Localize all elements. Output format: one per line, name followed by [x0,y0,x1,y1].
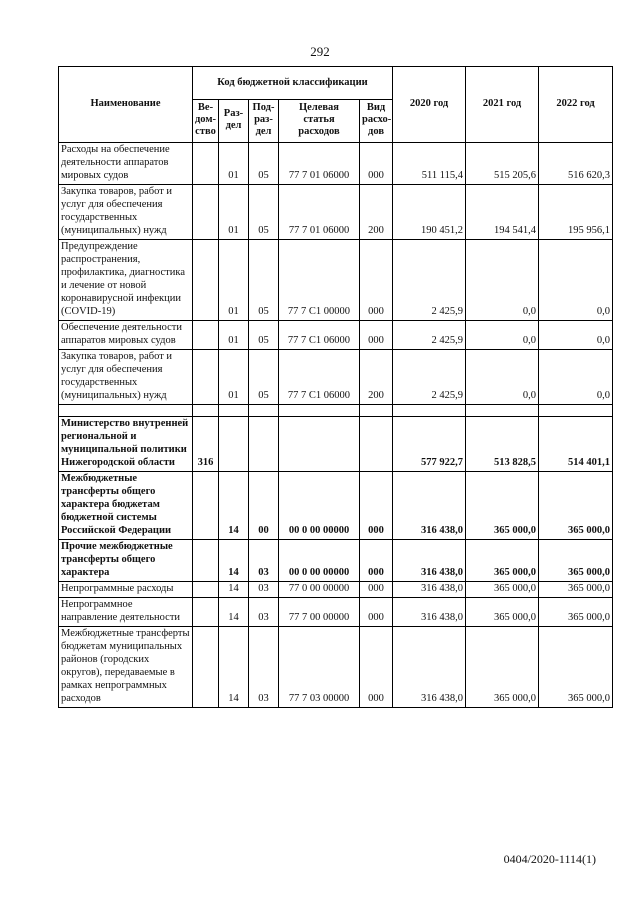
row-amount-2022: 365 000,0 [539,598,613,627]
table-row [59,598,613,627]
header-expense-type: Вид расхо- дов [360,100,393,143]
table-row [59,143,613,185]
row-expense-type: 000 [360,240,393,321]
row-amount-2021: 515 205,6 [466,143,539,185]
row-podrazdel: 03 [249,598,279,627]
row-podrazdel [249,417,279,472]
row-amount-2021: 365 000,0 [466,472,539,540]
row-amount-2020: 511 115,4 [393,143,466,185]
row-amount-2021: 194 541,4 [466,185,539,240]
spacer-cell [219,405,249,417]
row-amount-2021: 513 828,5 [466,417,539,472]
row-podrazdel: 00 [249,472,279,540]
table-row [59,627,613,708]
row-podrazdel: 05 [249,350,279,405]
header-vedomstvo: Ве- дом- ство [193,100,219,143]
row-amount-2020: 2 425,9 [393,240,466,321]
row-amount-2020: 316 438,0 [393,472,466,540]
row-razdel: 14 [219,627,249,708]
row-expense-type: 000 [360,627,393,708]
spacer-cell [279,405,360,417]
row-expense-type: 000 [360,143,393,185]
row-amount-2022: 0,0 [539,240,613,321]
table-row [59,540,613,582]
row-expense-type: 000 [360,472,393,540]
row-amount-2022: 0,0 [539,321,613,350]
table-row [59,472,613,540]
table-row [59,417,613,472]
row-name: Межбюджетные трансферты бюджетам муниципальных районов (городских округов), передаваемые в рамках непрограммных расходов [59,627,193,708]
row-amount-2020: 316 438,0 [393,627,466,708]
row-vedomstvo [193,240,219,321]
table-header [59,67,613,143]
row-target-article: 77 7 00 00000 [279,598,360,627]
row-amount-2020: 316 438,0 [393,582,466,598]
row-podrazdel: 03 [249,627,279,708]
header-2021: 2021 год [466,67,539,143]
row-podrazdel: 05 [249,240,279,321]
row-razdel: 14 [219,472,249,540]
spacer-cell [360,405,393,417]
header-2020: 2020 год [393,67,466,143]
row-expense-type: 000 [360,540,393,582]
row-amount-2020: 2 425,9 [393,350,466,405]
row-target-article: 00 0 00 00000 [279,472,360,540]
row-expense-type: 200 [360,185,393,240]
table-body [59,143,613,708]
budget-table [58,66,613,708]
spacer-cell [393,405,466,417]
row-vedomstvo [193,185,219,240]
row-target-article: 77 7 01 06000 [279,143,360,185]
row-amount-2022: 195 956,1 [539,185,613,240]
row-podrazdel: 05 [249,185,279,240]
row-amount-2020: 316 438,0 [393,540,466,582]
row-razdel [219,417,249,472]
row-vedomstvo [193,627,219,708]
row-amount-2021: 0,0 [466,240,539,321]
row-amount-2020: 316 438,0 [393,598,466,627]
row-podrazdel: 03 [249,582,279,598]
table-row [59,582,613,598]
header-podrazdel: Под- раз- дел [249,100,279,143]
row-amount-2021: 365 000,0 [466,540,539,582]
row-name: Межбюджетные трансферты общего характера бюджетам бюджетной системы Российской Федерации [59,472,193,540]
row-expense-type: 000 [360,598,393,627]
row-expense-type: 200 [360,350,393,405]
row-name: Непрограммное направление деятельности [59,598,193,627]
row-target-article: 77 7 С1 06000 [279,321,360,350]
row-razdel: 14 [219,582,249,598]
table-row [59,350,613,405]
header-target-article: Целевая статья расходов [279,100,360,143]
row-expense-type: 000 [360,321,393,350]
row-vedomstvo [193,582,219,598]
row-podrazdel: 05 [249,143,279,185]
row-target-article: 77 7 01 06000 [279,185,360,240]
row-amount-2022: 365 000,0 [539,540,613,582]
row-vedomstvo [193,321,219,350]
row-target-article: 77 7 03 00000 [279,627,360,708]
spacer-cell [466,405,539,417]
header-razdel: Раз- дел [219,100,249,143]
row-name: Обеспечение деятельности аппаратов мировых судов [59,321,193,350]
row-razdel: 14 [219,598,249,627]
page-number: 292 [310,44,330,59]
row-vedomstvo [193,472,219,540]
row-amount-2020: 190 451,2 [393,185,466,240]
row-name: Прочие межбюджетные трансферты общего характера [59,540,193,582]
row-target-article: 00 0 00 00000 [279,540,360,582]
header-classification-group: Код бюджетной классификации [193,67,393,100]
table-row [59,240,613,321]
row-razdel: 01 [219,143,249,185]
row-amount-2021: 0,0 [466,350,539,405]
row-amount-2021: 0,0 [466,321,539,350]
row-name: Непрограммные расходы [59,582,193,598]
header-name: Наименование [59,67,193,143]
row-amount-2021: 365 000,0 [466,582,539,598]
row-target-article: 77 7 С1 00000 [279,240,360,321]
row-amount-2022: 365 000,0 [539,582,613,598]
row-amount-2022: 365 000,0 [539,627,613,708]
spacer-cell [539,405,613,417]
row-amount-2020: 577 922,7 [393,417,466,472]
table-row [59,321,613,350]
row-name: Закупка товаров, работ и услуг для обеспечения государственных (муниципальных) нужд [59,185,193,240]
spacer-cell [193,405,219,417]
table-row [59,185,613,240]
table-spacer-row [59,405,613,417]
row-amount-2022: 0,0 [539,350,613,405]
row-razdel: 01 [219,350,249,405]
header-2022: 2022 год [539,67,613,143]
row-vedomstvo [193,598,219,627]
row-name: Закупка товаров, работ и услуг для обеспечения государственных (муниципальных) нужд [59,350,193,405]
row-name: Расходы на обеспечение деятельности аппаратов мировых судов [59,143,193,185]
row-expense-type [360,417,393,472]
row-amount-2020: 2 425,9 [393,321,466,350]
spacer-cell [59,405,193,417]
row-razdel: 01 [219,185,249,240]
row-amount-2021: 365 000,0 [466,627,539,708]
row-razdel: 01 [219,240,249,321]
spacer-cell [249,405,279,417]
row-target-article [279,417,360,472]
row-expense-type: 000 [360,582,393,598]
row-name: Министерство внутренней региональной и муниципальной политики Нижегородской области [59,417,193,472]
row-amount-2022: 516 620,3 [539,143,613,185]
row-name: Предупреждение распространения, профилактика, диагностика и лечение от новой коронавирусной инфекции (COVID-19) [59,240,193,321]
row-target-article: 77 0 00 00000 [279,582,360,598]
document-code: 0404/2020-1114(1) [503,852,596,866]
row-podrazdel: 05 [249,321,279,350]
row-amount-2022: 514 401,1 [539,417,613,472]
row-amount-2022: 365 000,0 [539,472,613,540]
row-razdel: 01 [219,321,249,350]
row-vedomstvo [193,540,219,582]
row-vedomstvo [193,350,219,405]
row-razdel: 14 [219,540,249,582]
row-podrazdel: 03 [249,540,279,582]
row-vedomstvo: 316 [193,417,219,472]
row-vedomstvo [193,143,219,185]
row-target-article: 77 7 С1 06000 [279,350,360,405]
row-amount-2021: 365 000,0 [466,598,539,627]
